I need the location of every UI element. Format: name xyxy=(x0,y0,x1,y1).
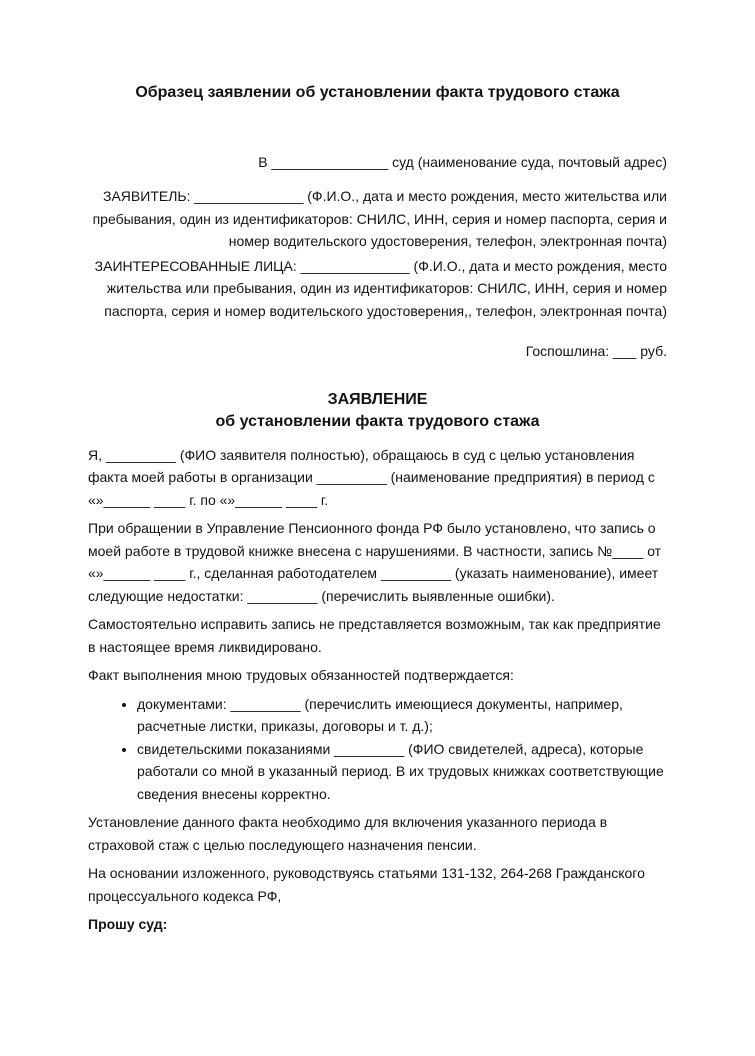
request-heading: Прошу суд: xyxy=(88,916,168,932)
statement-paragraph-intro: Я, _________ (ФИО заявителя полностью), обращаюсь в суд с целью установления факта моей работы в организации _________ (наименование предприятия) в период с «»______ ____ г. по «»______ ____ г. xyxy=(88,446,655,508)
statement-heading xyxy=(88,389,667,434)
statement-heading-line2: об установлении факта трудового стажа xyxy=(215,413,540,430)
statement-paragraph-purpose: Установление данного факта необходимо для включения указанного периода в страховой стаж с целью последующего назначения пенсии. xyxy=(88,814,608,853)
applicant-line: ЗАЯВИТЕЛЬ: ______________ (Ф.И.О., дата и место рождения, место жительства или пребывания, один из идентификаторов: СНИЛС, ИНН, серия и номер паспорта, серия и номер водительского удостоверения, телефон, электронная почта) xyxy=(92,188,667,249)
proof-list-item-witnesses: • свидетельскими показаниями _________ (ФИО свидетелей, адреса), которые работали со мной в указанный период. В их трудовых книжках соответствующие сведения внесены корректно. xyxy=(137,738,667,806)
interested-parties-line: ЗАИНТЕРЕСОВАННЫЕ ЛИЦА: ______________ (Ф.И.О., дата и место рождения, место жительства или пребывания, один из идентификаторов: СНИЛС, ИНН, серия и номер паспорта, серия и номер водительского удостоверения,, телефон, электронная почта) xyxy=(94,257,667,319)
proof-list xyxy=(88,693,667,806)
document-content xyxy=(88,0,667,942)
state-fee-line: Госпошлина: ___ руб. xyxy=(525,343,667,359)
statement-paragraph-pension-fund: При обращении в Управление Пенсионного фонда РФ было установлено, что запись о моей работе в трудовой книжке внесена с нарушениями. В частности, запись №____ от «»______ ____ г., сделанная работодателем _________ (указать наименование), имеет следующие недостатки: _________ (перечислить выявленные ошибки). xyxy=(88,520,662,604)
statement-paragraph-legal-basis: На основании изложенного, руководствуясь статьями 131-132, 264-268 Гражданского процессуального кодекса РФ, xyxy=(88,865,645,904)
court-name-line: В _______________ суд (наименование суда, почтовый адрес) xyxy=(258,153,667,170)
statement-heading-line1: ЗАЯВЛЕНИЕ xyxy=(327,390,428,408)
document-title: Образец заявлении об установлении факта трудового стажа xyxy=(135,84,620,101)
proof-list-item-documents: • документами: _________ (перечислить имеющиеся документы, например, расчетные листки, приказы, договоры и т. д.); xyxy=(137,693,667,738)
statement-paragraph-proof-intro: Факт выполнения мною трудовых обязанностей подтверждается: xyxy=(88,667,514,683)
statement-paragraph-liquidated: Самостоятельно исправить запись не представляется возможным, так как предприятие в настоящее время ликвидировано. xyxy=(88,616,661,655)
